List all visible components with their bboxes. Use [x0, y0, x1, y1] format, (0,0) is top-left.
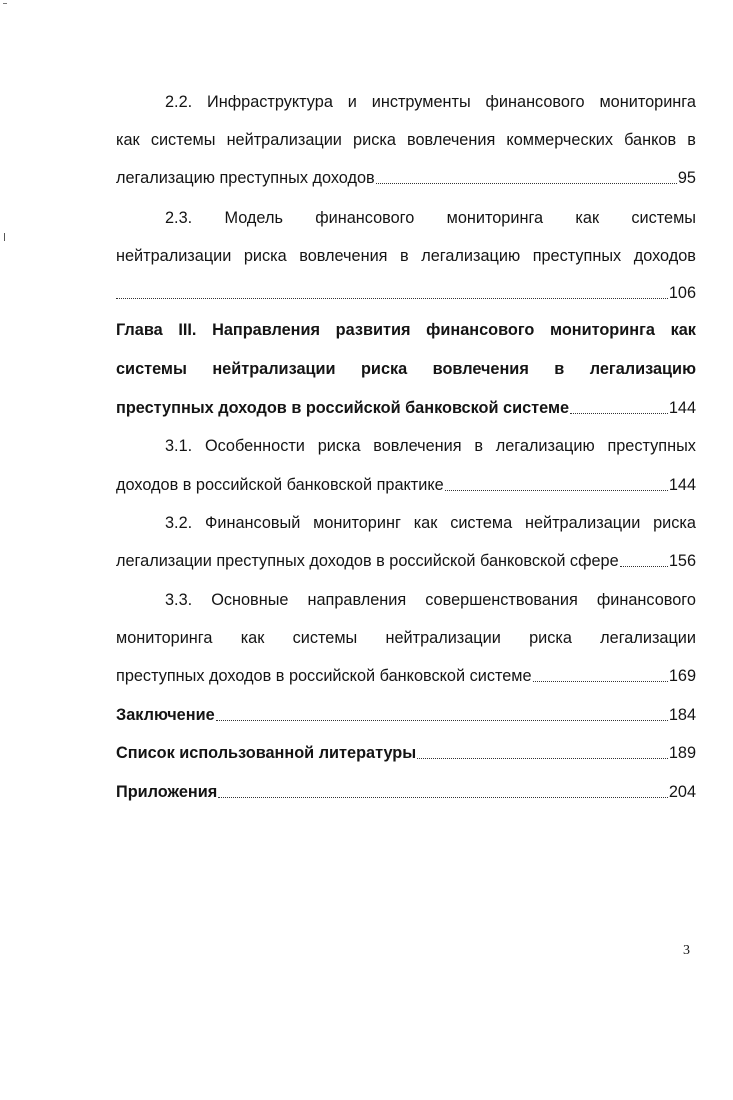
toc-word: риска — [243, 247, 287, 265]
toc-word: в — [474, 437, 483, 455]
toc-word: нейтрализации — [212, 360, 336, 378]
toc-page-number: 169 — [668, 667, 696, 685]
toc-word: доходов — [633, 247, 696, 265]
toc-entry-3-3-last[interactable] — [116, 664, 696, 688]
toc-word: направления — [307, 591, 407, 609]
toc-word: Глава — [116, 321, 163, 339]
toc-line-justified — [116, 244, 696, 268]
toc-word: 2.2. — [165, 93, 193, 111]
toc-entry-text: легализацию преступных доходов — [116, 169, 375, 187]
toc-line-justified — [116, 357, 696, 381]
toc-line-justified — [165, 90, 696, 114]
toc-word: вовлечения — [432, 360, 529, 378]
toc-word: мониторинга — [446, 209, 544, 227]
dot-leader — [533, 681, 668, 682]
toc-word: риска — [653, 514, 696, 532]
toc-word: в — [687, 131, 696, 149]
toc-word: риска — [353, 131, 396, 149]
toc-word: нейтрализации — [116, 247, 232, 265]
toc-word: преступных — [532, 247, 622, 265]
toc-word: вовлечения — [407, 131, 496, 149]
toc-word: легализации — [600, 629, 696, 647]
toc-word: системы — [292, 629, 358, 647]
toc-entry-3-2-last[interactable] — [116, 549, 696, 573]
toc-page-number: 144 — [668, 476, 696, 494]
toc-word: риска — [529, 629, 572, 647]
toc-word: мониторинга — [116, 629, 213, 647]
toc-entry-text: преступных доходов в российской банковской системе — [116, 399, 570, 417]
dot-leader — [216, 720, 668, 721]
toc-word: Направления — [212, 321, 321, 339]
toc-word: нейтрализации — [524, 514, 641, 532]
toc-page-number: 184 — [668, 706, 696, 724]
toc-word: вовлечения — [299, 247, 388, 265]
toc-page-number: 95 — [677, 169, 696, 187]
toc-word: нейтрализации — [226, 131, 342, 149]
toc-word: как — [413, 514, 438, 532]
toc-entry-2-3-last[interactable] — [116, 281, 696, 305]
toc-word: коммерческих — [506, 131, 613, 149]
page-number: 3 — [683, 943, 690, 958]
toc-entry-bibliography[interactable] — [116, 741, 696, 765]
toc-page-number: 204 — [668, 783, 696, 801]
toc-word: финансового — [596, 591, 696, 609]
toc-page-number: 156 — [668, 552, 696, 570]
toc-entry-conclusion[interactable] — [116, 703, 696, 727]
toc-line-justified — [116, 128, 696, 152]
toc-page-number: 106 — [668, 284, 696, 302]
toc-word: Финансовый — [204, 514, 301, 532]
toc-word: III. — [178, 321, 197, 339]
toc-word: в — [400, 247, 409, 265]
dot-leader — [218, 797, 668, 798]
toc-line-justified — [165, 206, 696, 230]
toc-word: преступных — [607, 437, 696, 455]
toc-word: как — [240, 629, 265, 647]
toc-line-justified — [116, 626, 696, 650]
toc-word: 3.1. — [165, 437, 193, 455]
toc-word: финансового — [426, 321, 535, 339]
toc-chapter-3-last[interactable] — [116, 396, 696, 420]
toc-word: мониторинга — [549, 321, 655, 339]
toc-word: 2.3. — [165, 209, 193, 227]
toc-entry-2-2-last[interactable] — [116, 166, 696, 190]
toc-page-number: 189 — [668, 744, 696, 762]
toc-word: мониторинг — [313, 514, 401, 532]
scan-mark — [3, 3, 7, 4]
toc-word: как — [575, 209, 600, 227]
toc-word: Модель — [224, 209, 283, 227]
toc-entry-text: Заключение — [116, 706, 215, 724]
toc-entry-text: легализации преступных доходов в российской банковской сфере — [116, 552, 619, 570]
toc-entry-3-1-last[interactable] — [116, 473, 696, 497]
toc-word: финансового — [315, 209, 415, 227]
toc-word: совершенствования — [425, 591, 578, 609]
toc-line-justified — [165, 434, 696, 458]
toc-word: вовлечения — [373, 437, 462, 455]
toc-word: системы — [116, 360, 187, 378]
dot-leader — [376, 183, 677, 184]
toc-word: легализацию — [421, 247, 521, 265]
toc-word: системы — [150, 131, 216, 149]
toc-page-number: 144 — [668, 399, 696, 417]
toc-word: риска — [360, 360, 408, 378]
toc-line-justified — [165, 511, 696, 535]
toc-entry-text: преступных доходов в российской банковской системе — [116, 667, 532, 685]
toc-entry-text: доходов в российской банковской практике — [116, 476, 444, 494]
toc-word: Основные — [211, 591, 289, 609]
toc-line-justified — [116, 318, 696, 342]
dot-leader — [417, 758, 668, 759]
dot-leader — [116, 298, 668, 299]
toc-entry-text: Приложения — [116, 783, 218, 801]
toc-word: в — [554, 360, 565, 378]
toc-word: система — [450, 514, 513, 532]
toc-word: банков — [624, 131, 677, 149]
toc-entry-appendices[interactable] — [116, 780, 696, 804]
toc-line-justified — [165, 588, 696, 612]
toc-word: Инфраструктура — [207, 93, 333, 111]
toc-word: и — [347, 93, 357, 111]
dot-leader — [570, 413, 668, 414]
toc-word: 3.2. — [165, 514, 193, 532]
toc-word: инструменты — [371, 93, 471, 111]
toc-word: легализацию — [495, 437, 595, 455]
toc-word: легализацию — [589, 360, 696, 378]
scan-mark — [4, 233, 5, 241]
toc-entry-text: Список использованной литературы — [116, 744, 417, 762]
dot-leader — [445, 490, 668, 491]
toc-word: 3.3. — [165, 591, 193, 609]
toc-word: развития — [335, 321, 411, 339]
toc-word: мониторинга — [599, 93, 696, 111]
toc-word: системы — [631, 209, 696, 227]
toc-word: Особенности — [204, 437, 305, 455]
toc-word: нейтрализации — [385, 629, 501, 647]
toc-word: риска — [317, 437, 361, 455]
toc-word: как — [670, 321, 696, 339]
toc-word: как — [116, 131, 140, 149]
dot-leader — [620, 566, 668, 567]
toc-word: финансового — [485, 93, 585, 111]
